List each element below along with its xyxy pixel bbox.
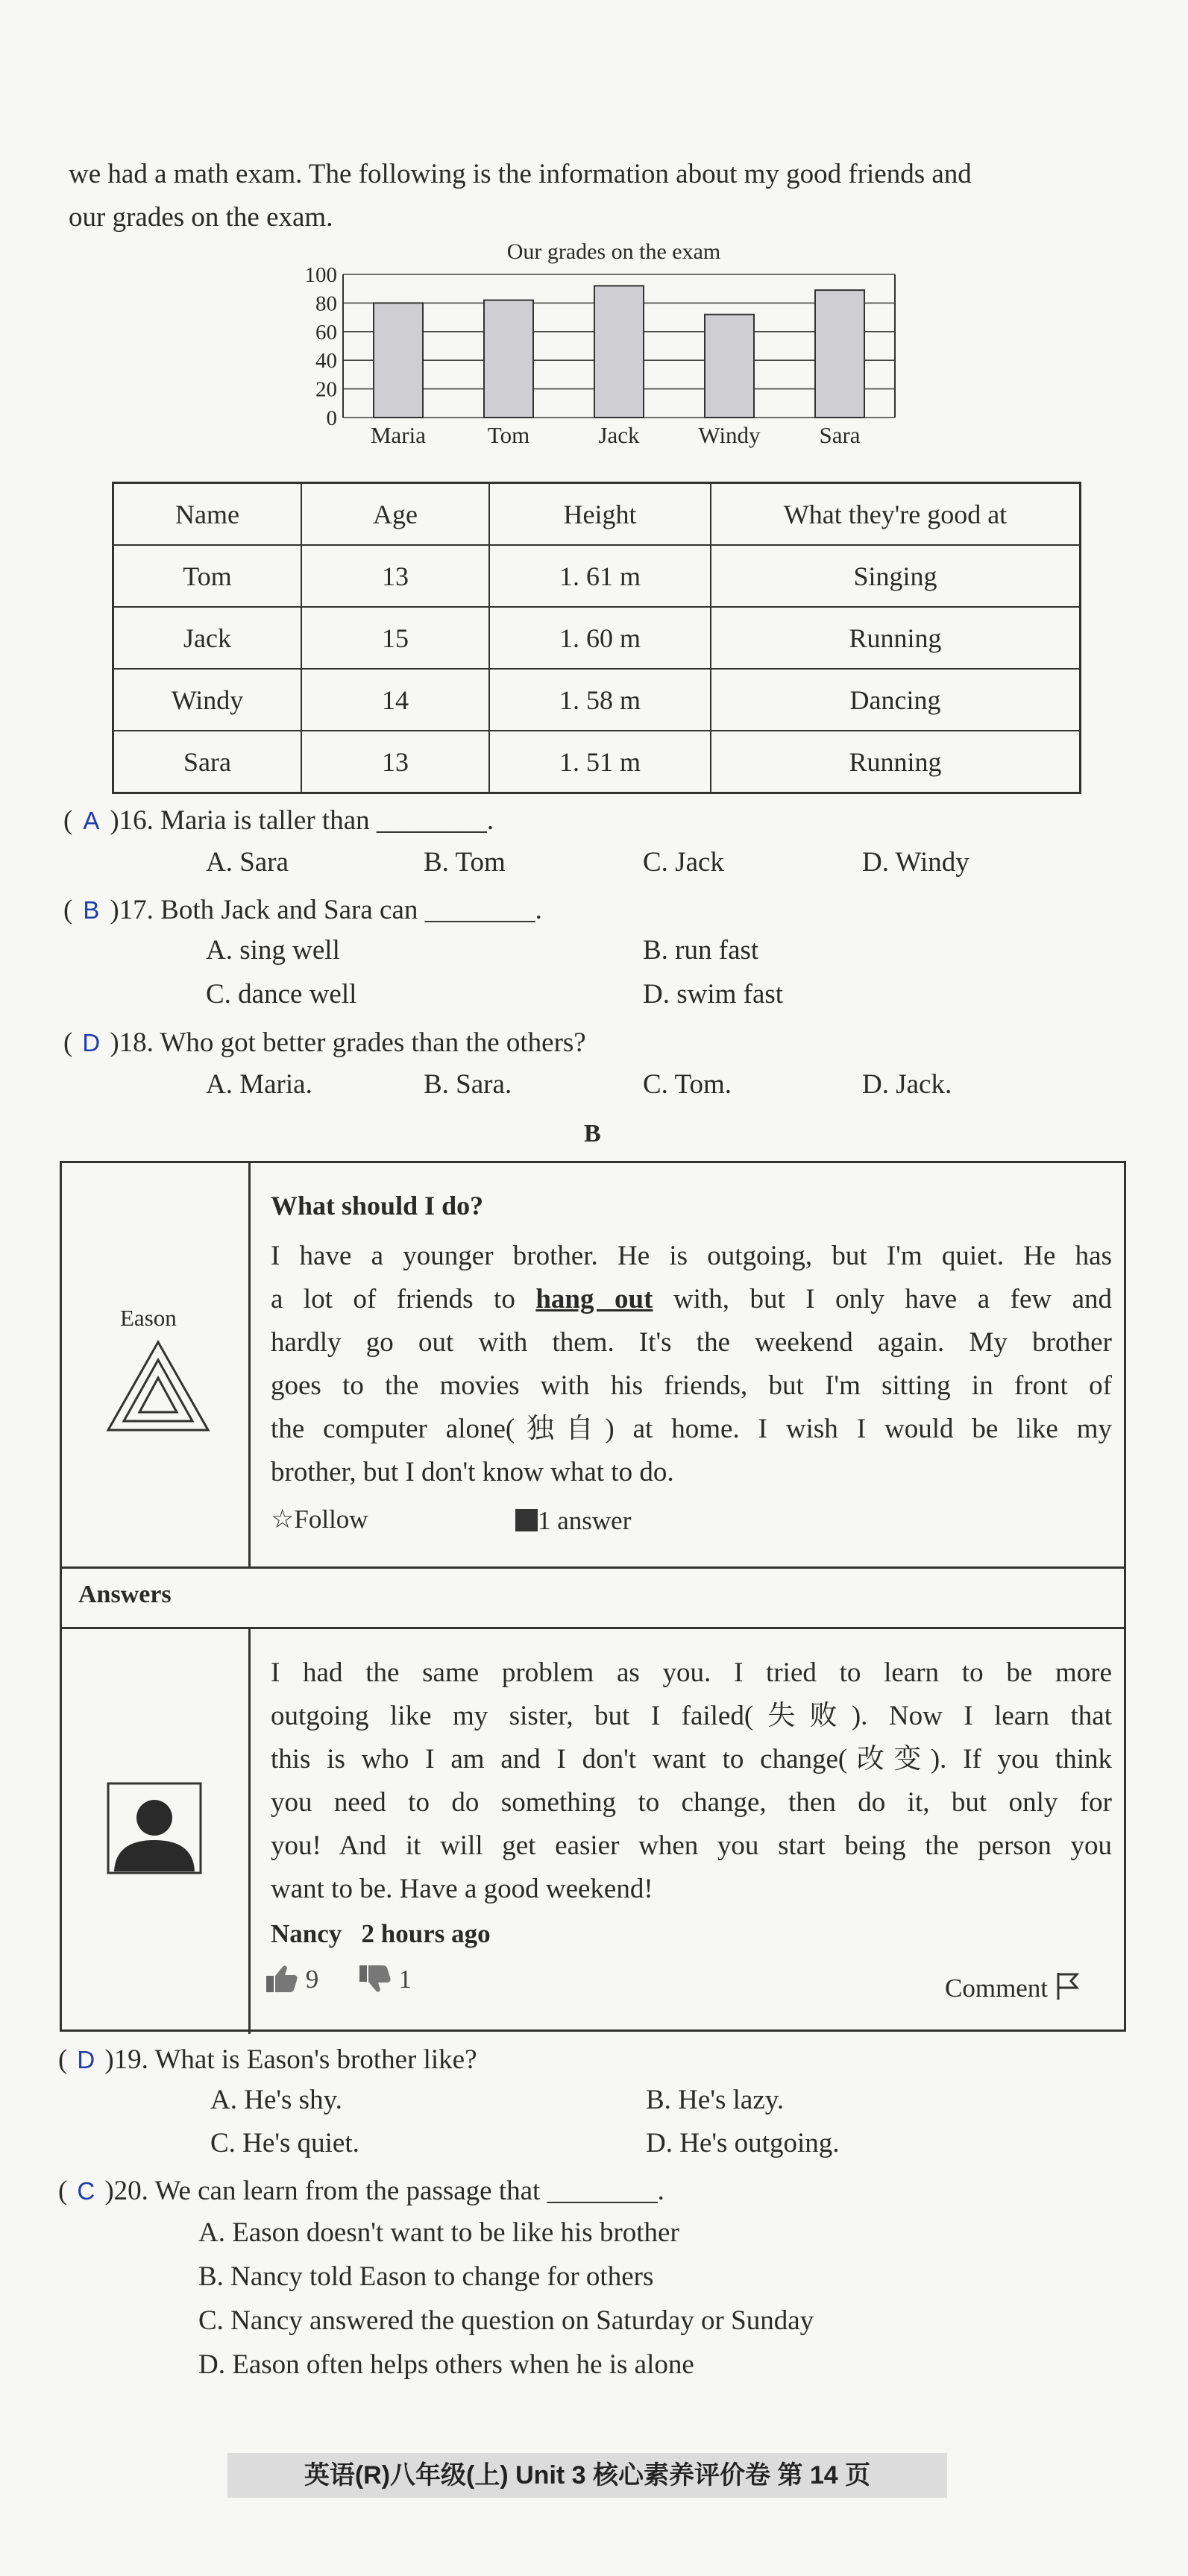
forum-post-box — [60, 1161, 1126, 2032]
follow-button[interactable]: ☆Follow — [271, 1505, 368, 1534]
grades-bar-chart — [276, 239, 917, 455]
x-tick-label: Maria — [370, 422, 427, 448]
col-header-height: Height — [489, 483, 711, 546]
dislike-count: 1 — [398, 1965, 412, 1994]
y-tick-label: 60 — [315, 320, 337, 344]
bar-sara — [815, 290, 864, 418]
q18-option-d: D. Jack. — [862, 1069, 952, 1100]
q19-option-c: C. He's quiet. — [210, 2128, 359, 2158]
chart-bars — [374, 286, 864, 418]
reply-time: 2 hours ago — [361, 1919, 491, 1948]
table-header-row — [113, 483, 1081, 546]
asker-triangle-avatar — [105, 1339, 211, 1433]
answer-19: D — [77, 2046, 95, 2073]
cell-name: Sara — [113, 731, 302, 793]
cell-height: 1. 60 m — [489, 607, 711, 669]
reply-line: outgoing like my sister, but I failed(失败). Now I learn that — [271, 1701, 1112, 1731]
y-tick-label: 20 — [315, 377, 337, 402]
thumbs-up-icon[interactable] — [265, 1964, 299, 1994]
question-16: ( A )16. Maria is taller than ________. — [63, 799, 494, 843]
question-16-stem: )16. Maria is taller than ________. — [110, 805, 494, 836]
q20-option-d: D. Eason often helps others when he is alone — [198, 2349, 694, 2380]
cell-age: 13 — [301, 545, 489, 607]
post-line: the computer alone(独自) at home. I wish I would be like my — [271, 1414, 1112, 1444]
reply-line: want to be. Have a good weekend! — [271, 1874, 653, 1904]
chart-x-labels — [371, 422, 861, 448]
q16-option-c: C. Jack — [643, 847, 724, 878]
x-tick-label: Windy — [698, 422, 761, 448]
question-17-stem: )17. Both Jack and Sara can ________. — [110, 895, 542, 925]
q19-option-d: D. He's outgoing. — [646, 2128, 840, 2158]
chart-y-ticks — [305, 263, 338, 430]
q17-option-a: A. sing well — [206, 935, 340, 966]
bar-jack — [594, 286, 644, 418]
replier-name: Nancy — [271, 1919, 342, 1948]
table-row — [113, 731, 1081, 793]
thumbs-down-icon[interactable] — [358, 1964, 392, 1994]
divider — [62, 1627, 1124, 1629]
question-20-stem: )20. We can learn from the passage that ________. — [104, 2176, 664, 2206]
reply-line: I had the same problem as you. I tried to learn to be more — [271, 1657, 1112, 1688]
cell-good-at: Dancing — [711, 669, 1081, 731]
divider — [248, 1627, 251, 2034]
cell-age: 14 — [301, 669, 489, 731]
reply-votes — [265, 1964, 412, 1994]
answer-18: D — [82, 1029, 101, 1056]
flag-icon — [1055, 1971, 1080, 2001]
answer-count-label: 1 answer — [538, 1506, 632, 1535]
answer-count — [515, 1506, 631, 1536]
question-title: What should I do? — [271, 1191, 484, 1221]
reply-line: this is who I am and I don't want to change(改变). If you think — [271, 1744, 1112, 1774]
table-row — [113, 607, 1081, 669]
post-line: I have a younger brother. He is outgoing, but I'm quiet. He has — [271, 1241, 1112, 1271]
q20-option-a: A. Eason doesn't want to be like his brother — [198, 2217, 679, 2248]
divider — [62, 1566, 1124, 1569]
col-header-age: Age — [301, 483, 489, 546]
y-tick-label: 80 — [315, 292, 337, 316]
col-header-good-at: What they're good at — [711, 483, 1081, 546]
q19-option-a: A. He's shy. — [210, 2085, 342, 2115]
post-line-2-prefix: a lot of friends to — [271, 1284, 515, 1314]
x-tick-label: Jack — [598, 422, 640, 448]
col-header-name: Name — [113, 483, 302, 546]
intro-text — [69, 153, 1143, 239]
x-tick-label: Sara — [819, 422, 861, 448]
cell-good-at: Running — [711, 731, 1081, 793]
post-line: brother, but I don't know what to do. — [271, 1457, 674, 1487]
question-18-stem: )18. Who got better grades than the others? — [110, 1027, 586, 1058]
cell-height: 1. 58 m — [489, 669, 711, 731]
cell-name: Tom — [113, 545, 302, 607]
q17-option-b: B. run fast — [643, 935, 759, 966]
q18-option-a: A. Maria. — [206, 1069, 312, 1100]
question-19-stem: )19. What is Eason's brother like? — [104, 2044, 477, 2075]
q17-option-d: D. swim fast — [643, 979, 784, 1010]
bar-windy — [705, 315, 754, 418]
cell-good-at: Singing — [711, 545, 1081, 607]
reply-post — [271, 1651, 1112, 1911]
chart-title: Our grades on the exam — [506, 239, 721, 264]
asker-name: Eason — [120, 1305, 177, 1331]
answer-16: A — [83, 807, 100, 834]
like-count: 9 — [305, 1965, 319, 1994]
reply-line: you need to do something to change, then do it, but only for — [271, 1787, 1112, 1818]
answers-heading: Answers — [78, 1581, 172, 1608]
cell-height: 1. 51 m — [489, 731, 711, 793]
y-tick-label: 40 — [315, 349, 337, 374]
cell-name: Windy — [113, 669, 302, 731]
cell-age: 15 — [301, 607, 489, 669]
table-row — [113, 669, 1081, 731]
q18-option-c: C. Tom. — [643, 1069, 732, 1100]
table-row — [113, 545, 1081, 607]
comment-button[interactable] — [945, 1971, 1080, 2003]
question-19: ( D )19. What is Eason's brother like? — [58, 2038, 477, 2082]
cell-name: Jack — [113, 607, 302, 669]
q19-option-b: B. He's lazy. — [646, 2085, 785, 2115]
bar-maria — [374, 303, 423, 418]
answer-20: C — [77, 2177, 95, 2205]
answer-17: B — [83, 896, 100, 924]
cell-height: 1. 61 m — [489, 545, 711, 607]
replier-avatar-icon — [107, 1782, 202, 1874]
x-tick-label: Tom — [487, 422, 530, 448]
reply-meta — [271, 1919, 491, 1949]
y-tick-label: 100 — [304, 263, 337, 287]
cell-good-at: Running — [711, 607, 1081, 669]
friends-info-table — [112, 482, 1081, 794]
comment-label: Comment — [945, 1974, 1049, 2003]
section-b-heading: B — [584, 1120, 601, 1147]
question-18: ( D )18. Who got better grades than the others? — [63, 1021, 586, 1065]
question-17: ( B )17. Both Jack and Sara can ________. — [63, 889, 542, 932]
post-line: goes to the movies with his friends, but I'm sitting in front of — [271, 1370, 1112, 1401]
intro-line-2: our grades on the exam. — [69, 202, 333, 233]
question-post — [271, 1235, 1112, 1494]
bar-tom — [484, 300, 533, 418]
post-line: hardly go out with them. It's the weekend again. My brother — [271, 1327, 1112, 1358]
q20-option-c: C. Nancy answered the question on Saturday or Sunday — [198, 2305, 814, 2336]
post-line-2-rest: with, but I only have a few and — [673, 1284, 1113, 1314]
post-line — [271, 1278, 1112, 1321]
y-tick-label: 0 — [326, 406, 337, 430]
q16-option-d: D. Windy — [862, 847, 969, 878]
q17-option-c: C. dance well — [206, 979, 357, 1010]
q16-option-b: B. Tom — [424, 847, 506, 878]
q18-option-b: B. Sara. — [424, 1069, 512, 1100]
question-20: ( C )20. We can learn from the passage that ________. — [58, 2170, 664, 2213]
intro-line-1: we had a math exam. The following is the information about my good friends and — [69, 159, 972, 189]
q16-option-a: A. Sara — [206, 847, 289, 878]
divider — [248, 1163, 251, 1566]
cell-age: 13 — [301, 731, 489, 793]
page-footer: 英语(R)八年级(上) Unit 3 核心素养评价卷 第 14 页 — [227, 2453, 947, 2498]
q20-option-b: B. Nancy told Eason to change for others — [198, 2261, 654, 2292]
reply-line: you! And it will get easier when you start being the person you — [271, 1830, 1112, 1861]
hang-out-phrase: hang out — [535, 1284, 653, 1314]
answer-square-icon — [515, 1509, 538, 1531]
